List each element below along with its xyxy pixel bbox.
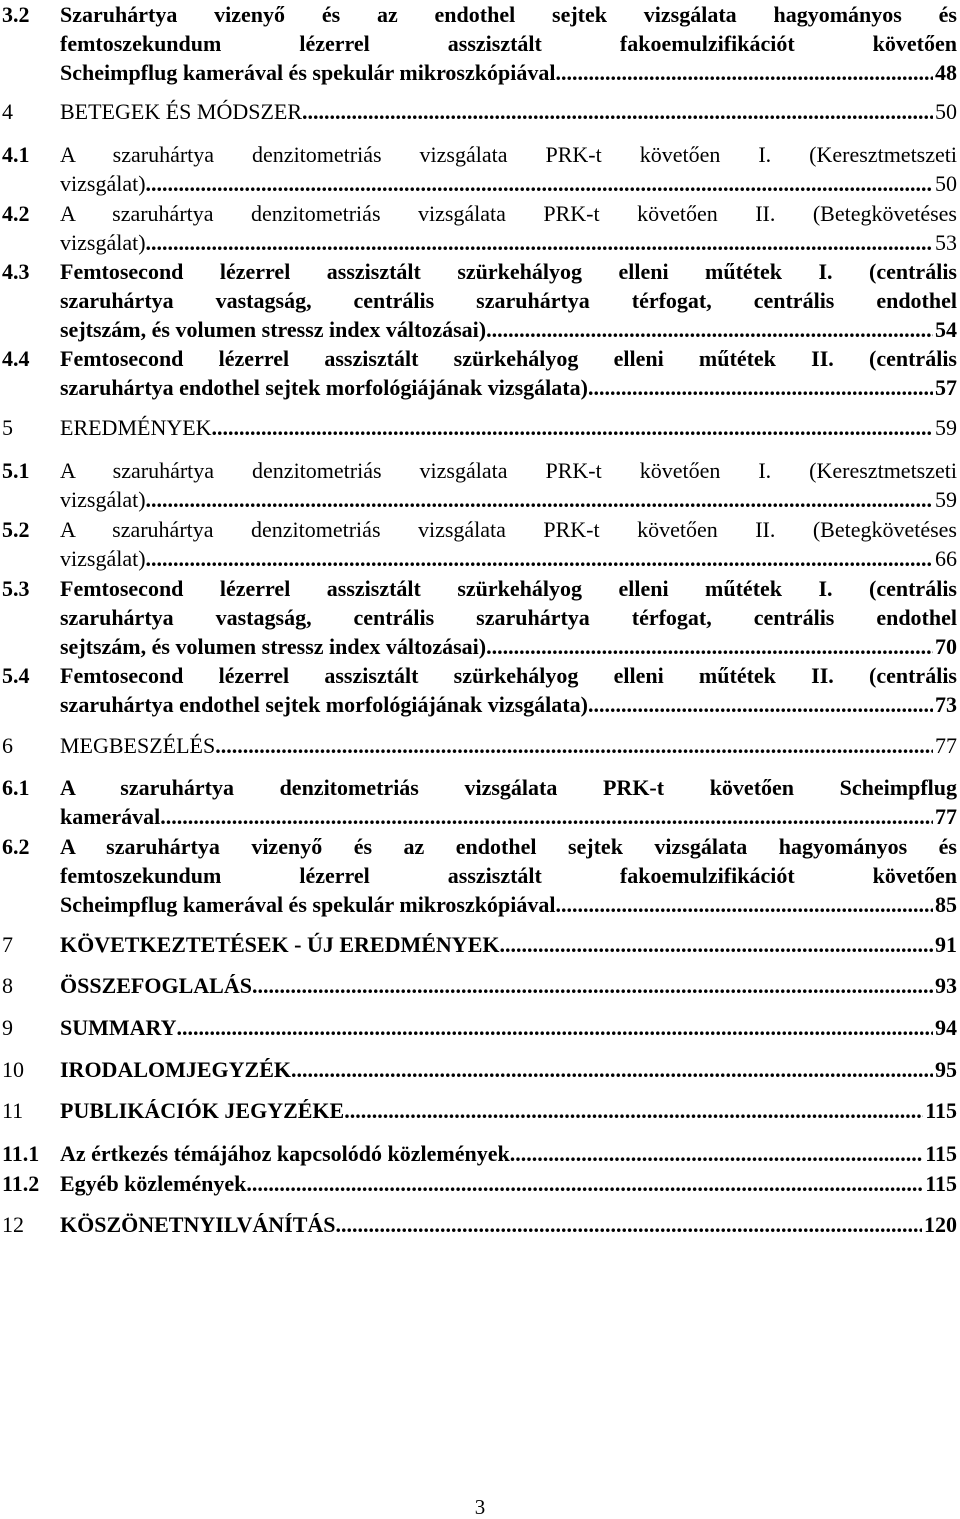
toc-entry-number: 5.1 <box>2 458 30 483</box>
toc-dot-leader <box>588 373 933 402</box>
toc-entry-last-line <box>60 930 957 959</box>
toc-entry-page: 77 <box>935 733 957 758</box>
toc-entry-last-line <box>60 485 957 514</box>
toc-entry-title: Femtosecond lézerrel asszisztált szürkehályog elleni műtétek II. (centrális <box>60 663 957 688</box>
toc-entry-title: femtoszekundum lézerrel asszisztált fakoemulzifikációt követően <box>60 863 957 888</box>
toc-entry-number: 3.2 <box>2 2 30 27</box>
toc-entry-number: 11 <box>2 1098 24 1123</box>
toc-entry-page: 115 <box>925 1171 957 1196</box>
toc-entry-page: 120 <box>924 1212 957 1237</box>
toc-entry-title: Femtosecond lézerrel asszisztált szürkehályog elleni műtétek I. (centrális <box>60 259 957 284</box>
toc-entry-last-line <box>60 315 957 344</box>
toc-entry-title: SUMMARY <box>60 1015 177 1040</box>
toc-entry-last-line <box>60 971 957 1000</box>
toc-entry-last-line <box>60 890 957 919</box>
toc-entry-title: EREDMÉNYEK <box>60 415 212 440</box>
toc-entry-number: 5 <box>2 415 13 440</box>
toc-entry-title: vizsgálat) <box>60 171 146 196</box>
toc-entry-title: Scheimpflug kamerával és spekulár mikroszkópiával <box>60 60 556 85</box>
toc-entry-number: 5.4 <box>2 663 30 688</box>
toc-dot-leader <box>146 169 933 198</box>
toc-entry-title: A szaruhártya denzitometriás vizsgálata PRK-t követően I. (Keresztmetszeti <box>60 142 957 167</box>
toc-entry-number: 7 <box>2 932 13 957</box>
toc-entry-title: KÖSZÖNETNYILVÁNÍTÁS <box>60 1212 336 1237</box>
toc-entry-page: 50 <box>935 99 957 124</box>
toc-entry-last-line <box>60 58 957 87</box>
toc-entry-number: 5.2 <box>2 517 30 542</box>
toc-entry-number: 4.2 <box>2 201 30 226</box>
toc-entry-page: 54 <box>935 317 957 342</box>
toc-entry-title: KÖVETKEZTETÉSEK - ÚJ EREDMÉNYEK <box>60 932 500 957</box>
page-number: 3 <box>474 1495 486 1519</box>
toc-entry-title: sejtszám, és volumen stressz index változásai) <box>60 317 487 342</box>
toc-entry-number: 6.1 <box>2 775 30 800</box>
toc-dot-leader <box>486 315 933 344</box>
toc-entry-title: A szaruhártya denzitometriás vizsgálata PRK-t követően II. (Betegkövetéses <box>60 517 957 542</box>
toc-dot-leader <box>146 228 933 257</box>
toc-entry-page: 70 <box>935 634 957 659</box>
toc-entry-title: A szaruhártya denzitometriás vizsgálata PRK-t követően Scheimpflug <box>60 775 957 800</box>
toc-entry-last-line <box>60 1169 957 1198</box>
toc-entry-page: 91 <box>935 932 957 957</box>
toc-entry-page: 57 <box>935 375 957 400</box>
toc-entry-page: 115 <box>925 1098 957 1123</box>
toc-entry-number: 6.2 <box>2 834 30 859</box>
toc-entry-title: szaruhártya endothel sejtek morfológiájának vizsgálata) <box>60 375 588 400</box>
toc-entry-title: Femtosecond lézerrel asszisztált szürkehályog elleni műtétek II. (centrális <box>60 346 957 371</box>
toc-entry-title: sejtszám, és volumen stressz index változásai) <box>60 634 487 659</box>
toc-dot-leader <box>215 731 933 760</box>
toc-entry-page: 85 <box>935 892 957 917</box>
toc-dot-leader <box>499 930 933 959</box>
toc-entry-title: szaruhártya vastagság, centrális szaruhártya térfogat, centrális endothel <box>60 288 957 313</box>
toc-dot-leader <box>252 971 933 1000</box>
toc-entry-number: 9 <box>2 1015 13 1040</box>
toc-dot-leader <box>291 1055 933 1084</box>
toc-entry-number: 12 <box>2 1212 24 1237</box>
toc-entry-last-line <box>60 544 957 573</box>
toc-dot-leader <box>555 890 933 919</box>
toc-dot-leader <box>146 485 933 514</box>
toc-dot-leader <box>160 802 933 831</box>
toc-entry-last-line <box>60 169 957 198</box>
toc-entry-number: 6 <box>2 733 13 758</box>
toc-entry-title: Egyéb közlemények <box>60 1171 247 1196</box>
toc-entry-number: 8 <box>2 973 13 998</box>
toc-entry-page: 73 <box>935 692 957 717</box>
toc-entry-page: 48 <box>935 60 957 85</box>
toc-entry-page: 94 <box>935 1015 957 1040</box>
toc-entry-title: Az értkezés témájához kapcsolódó közlemények <box>60 1141 510 1166</box>
toc-entry-last-line <box>60 97 957 126</box>
toc-entry-title: szaruhártya endothel sejtek morfológiájának vizsgálata) <box>60 692 588 717</box>
toc-entry-last-line <box>60 731 957 760</box>
toc-entry-last-line <box>60 1013 957 1042</box>
toc-entry-page: 77 <box>935 804 957 829</box>
toc-dot-leader <box>177 1013 933 1042</box>
toc-dot-leader <box>212 413 933 442</box>
toc-dot-leader <box>588 690 933 719</box>
toc-entry-last-line <box>60 1210 957 1239</box>
toc-dot-leader <box>510 1139 924 1168</box>
toc-entry-title: Szaruhártya vizenyő és az endothel sejtek vizsgálata hagyományos és <box>60 2 957 27</box>
toc-entry-title: A szaruhártya denzitometriás vizsgálata PRK-t követően II. (Betegkövetéses <box>60 201 957 226</box>
toc-dot-leader <box>302 97 933 126</box>
toc-entry-title: A szaruhártya denzitometriás vizsgálata PRK-t követően I. (Keresztmetszeti <box>60 458 957 483</box>
toc-entry-number: 10 <box>2 1057 24 1082</box>
toc-entry-title: szaruhártya vastagság, centrális szaruhártya térfogat, centrális endothel <box>60 605 957 630</box>
toc-dot-leader <box>486 632 933 661</box>
toc-dot-leader <box>146 544 933 573</box>
toc-entry-title: MEGBESZÉLÉS <box>60 733 216 758</box>
toc-entry-page: 93 <box>935 973 957 998</box>
toc-entry-number: 11.2 <box>2 1171 40 1196</box>
toc-entry-number: 4 <box>2 99 13 124</box>
toc-entry-title: kamerával <box>60 804 161 829</box>
toc-entry-last-line <box>60 802 957 831</box>
toc-entry-last-line <box>60 1096 957 1125</box>
toc-entry-last-line <box>60 228 957 257</box>
toc-entry-last-line <box>60 373 957 402</box>
toc-entry-last-line <box>60 690 957 719</box>
toc-entry-title: Femtosecond lézerrel asszisztált szürkehályog elleni műtétek I. (centrális <box>60 576 957 601</box>
toc-entry-page: 59 <box>935 487 957 512</box>
toc-entry-page: 66 <box>935 546 957 571</box>
toc-entry-title: vizsgálat) <box>60 487 146 512</box>
toc-entry-title: A szaruhártya vizenyő és az endothel sejtek vizsgálata hagyományos és <box>60 834 957 859</box>
toc-entry-page: 95 <box>935 1057 957 1082</box>
toc-entry-page: 53 <box>935 230 957 255</box>
toc-entry-last-line <box>60 1055 957 1084</box>
toc-dot-leader <box>555 58 933 87</box>
toc-entry-title: IRODALOMJEGYZÉK <box>60 1057 292 1082</box>
toc-entry-title: ÖSSZEFOGLALÁS <box>60 973 252 998</box>
toc-dot-leader <box>336 1210 923 1239</box>
toc-entry-last-line <box>60 413 957 442</box>
toc-entry-page: 50 <box>935 171 957 196</box>
toc-entry-last-line <box>60 632 957 661</box>
toc-entry-number: 4.1 <box>2 142 30 167</box>
toc-entry-title: PUBLIKÁCIÓK JEGYZÉKE <box>60 1098 345 1123</box>
toc-entry-title: vizsgálat) <box>60 546 146 571</box>
toc-entry-last-line <box>60 1139 957 1168</box>
toc-entry-number: 11.1 <box>2 1141 40 1166</box>
toc-entry-number: 4.4 <box>2 346 30 371</box>
toc-entry-number: 5.3 <box>2 576 30 601</box>
toc-dot-leader <box>246 1169 923 1198</box>
toc-dot-leader <box>344 1096 923 1125</box>
toc-entry-number: 4.3 <box>2 259 30 284</box>
toc-entry-title: femtoszekundum lézerrel asszisztált fakoemulzifikációt követően <box>60 31 957 56</box>
toc-entry-title: Scheimpflug kamerával és spekulár mikroszkópiával <box>60 892 556 917</box>
toc-entry-title: BETEGEK ÉS MÓDSZER <box>60 99 302 124</box>
toc-entry-page: 59 <box>935 415 957 440</box>
toc-entry-page: 115 <box>925 1141 957 1166</box>
toc-entry-title: vizsgálat) <box>60 230 146 255</box>
